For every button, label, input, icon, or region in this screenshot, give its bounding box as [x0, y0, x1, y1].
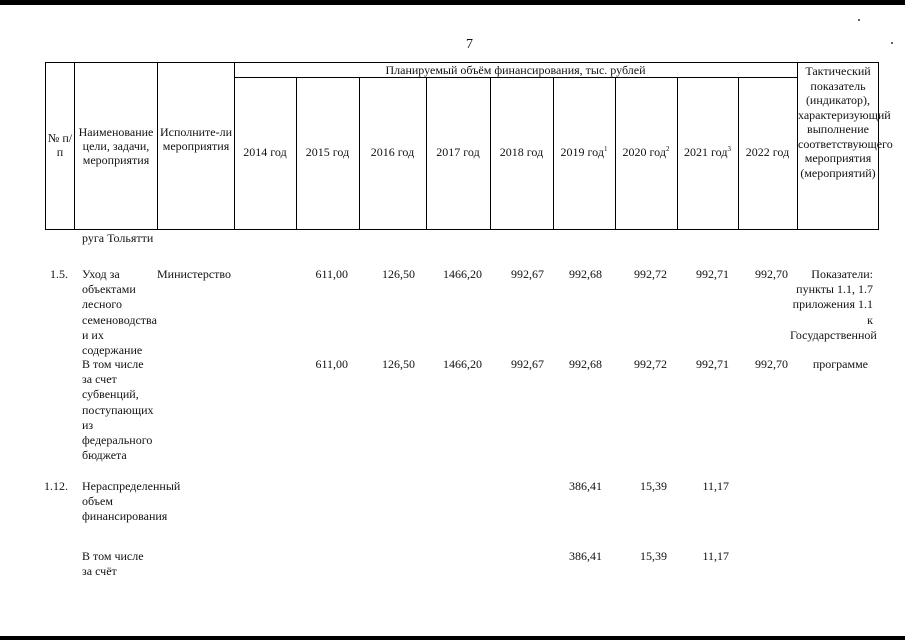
year-2017: 2017 год [436, 145, 480, 159]
year-2014: 2014 год [243, 145, 287, 159]
header-indicator: Тактический показатель (индикатор), характеризующий выполнение соответствующего мероприятия (мероприятий) [798, 64, 893, 180]
year-2016: 2016 год [370, 145, 415, 159]
year-2020: 2020 год$^2$ [622, 145, 670, 159]
value-2019: 386,41 [569, 479, 602, 493]
value-2016: 126,50 [382, 267, 415, 281]
value-2017: 1466,20 [443, 357, 482, 371]
value-2020: 15,39 [640, 479, 667, 493]
header-planned: Планируемый объём финансирования, тыс. рублей [385, 63, 646, 77]
value-2017: 1466,20 [443, 267, 482, 281]
value-2021: 11,17 [702, 479, 729, 493]
year-2019: 2019 год$^1$ [560, 145, 608, 159]
page-number: 7 [466, 37, 473, 52]
value-2021: 992,71 [696, 357, 729, 371]
value-2020: 992,72 [634, 357, 667, 371]
value-2016: 126,50 [382, 357, 415, 371]
value-2020: 992,72 [634, 267, 667, 281]
row-indicator: программе [812, 357, 868, 371]
value-2021: 992,71 [696, 267, 729, 281]
row-indicator: Показатели: пункты 1.1, 1.7 приложения 1.1 к Государственной [790, 267, 877, 342]
value-2021: 11,17 [702, 549, 729, 563]
row-num: 1.12. [44, 479, 68, 493]
row-name: В том числе за счет субвенций, поступающих из федерального бюджета [82, 357, 154, 463]
header-name: Наименование цели, задачи, мероприятия [78, 125, 154, 167]
scan-speck [858, 19, 860, 21]
year-2015: 2015 год [305, 145, 350, 159]
value-2015: 611,00 [315, 267, 348, 281]
scan-border-bottom [0, 636, 905, 640]
scan-speck [891, 42, 893, 44]
row-num: 1.5. [50, 267, 68, 281]
year-2021: 2021 год$^3$ [684, 145, 731, 159]
value-2019: 386,41 [569, 549, 602, 563]
carryover-text: руга Тольятти [82, 231, 154, 245]
year-2018: 2018 год [499, 145, 544, 159]
scan-border-top [0, 0, 905, 5]
value-2019: 992,68 [569, 357, 602, 371]
value-2018: 992,67 [511, 357, 544, 371]
value-2018: 992,67 [511, 267, 544, 281]
row-name: В том числе за счёт [82, 549, 144, 579]
row-executor: Министерство [157, 267, 231, 281]
value-2015: 611,00 [315, 357, 348, 371]
header-executor: Исполните-ли мероприятия [159, 125, 233, 153]
header-num: № п/п [47, 131, 73, 159]
year-2022: 2022 год [745, 145, 790, 159]
value-2022: 992,70 [755, 267, 788, 281]
row-name: Нераспределенный объем финансирования [82, 479, 181, 524]
value-2019: 992,68 [569, 267, 602, 281]
value-2022: 992,70 [755, 357, 788, 371]
row-name: Уход за объектами лесного семеноводства и их содержание [82, 267, 157, 358]
value-2020: 15,39 [640, 549, 667, 563]
